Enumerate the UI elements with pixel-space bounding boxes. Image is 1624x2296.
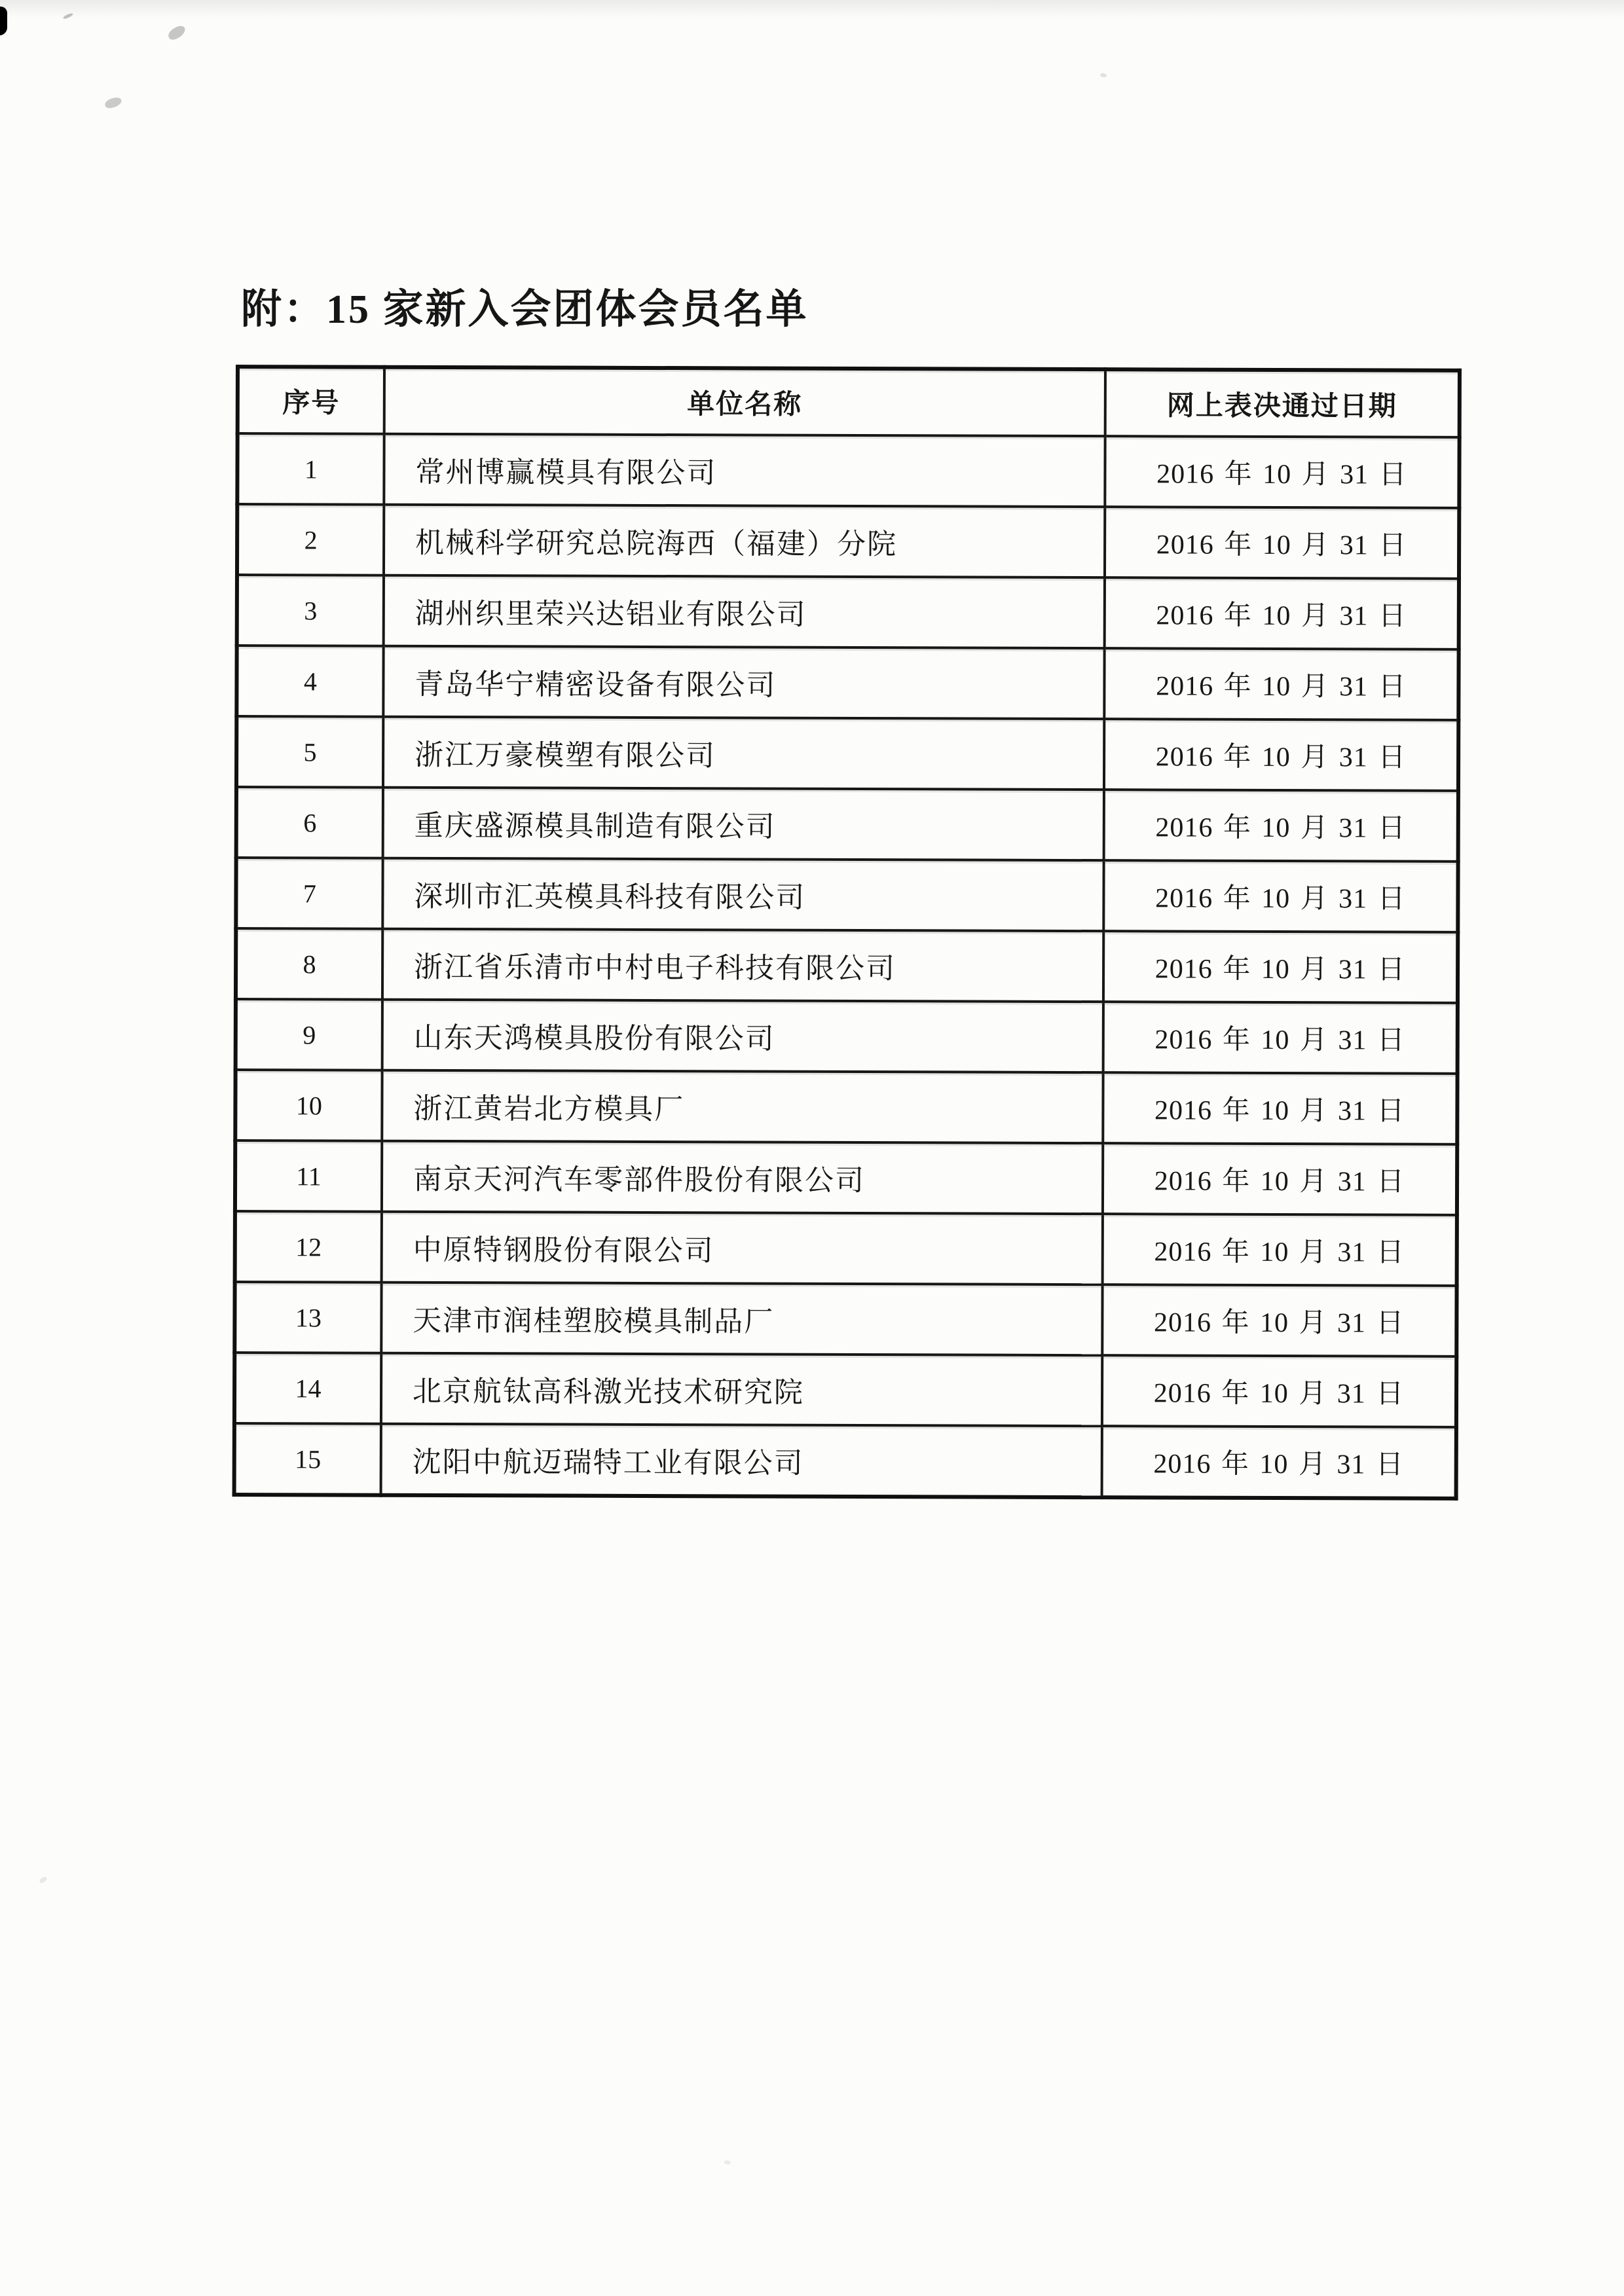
- row-vote-date: 2016 年 10 月 31 日: [1105, 436, 1459, 508]
- row-serial-no: 7: [236, 858, 382, 929]
- col-header-serial-no: 序号: [238, 367, 384, 434]
- scan-edge-band: [0, 0, 1624, 18]
- row-serial-no: 5: [236, 716, 383, 788]
- row-unit-name: 重庆盛源模具制造有限公司: [383, 788, 1104, 860]
- row-unit-name: 浙江万豪模塑有限公司: [383, 717, 1104, 790]
- row-unit-name: 浙江省乐清市中村电子科技有限公司: [382, 929, 1103, 1002]
- row-vote-date: 2016 年 10 月 31 日: [1103, 790, 1458, 862]
- table-row: [236, 928, 1458, 1003]
- row-vote-date: 2016 年 10 月 31 日: [1104, 719, 1458, 791]
- row-vote-date: 2016 年 10 月 31 日: [1105, 507, 1459, 579]
- scan-speck: [724, 2160, 731, 2165]
- table-row: [234, 1282, 1456, 1357]
- row-unit-name: 常州博赢模具有限公司: [384, 434, 1105, 507]
- row-vote-date: 2016 年 10 月 31 日: [1103, 1143, 1457, 1215]
- table-body: [234, 433, 1460, 1499]
- new-members-table: [232, 365, 1462, 1501]
- table-row: [235, 1070, 1457, 1144]
- row-serial-no: 11: [235, 1140, 382, 1212]
- table-header: [238, 367, 1460, 437]
- row-serial-no: 8: [236, 928, 382, 1000]
- table-row: [236, 716, 1458, 791]
- row-vote-date: 2016 年 10 月 31 日: [1103, 1002, 1457, 1074]
- table-row: [236, 787, 1458, 862]
- scan-artifact-edge-blob: [0, 7, 7, 35]
- row-serial-no: 6: [236, 787, 383, 858]
- row-vote-date: 2016 年 10 月 31 日: [1103, 860, 1458, 932]
- table-row: [235, 1140, 1457, 1215]
- row-unit-name: 中原特钢股份有限公司: [382, 1212, 1103, 1285]
- row-serial-no: 1: [237, 433, 384, 505]
- row-unit-name: 北京航钛高科激光技术研究院: [381, 1353, 1102, 1426]
- col-header-vote-date: 网上表决通过日期: [1105, 369, 1460, 437]
- row-vote-date: 2016 年 10 月 31 日: [1102, 1355, 1456, 1427]
- row-serial-no: 9: [236, 999, 382, 1070]
- row-vote-date: 2016 年 10 月 31 日: [1103, 931, 1458, 1003]
- row-unit-name: 青岛华宁精密设备有限公司: [383, 646, 1104, 719]
- row-vote-date: 2016 年 10 月 31 日: [1102, 1285, 1456, 1357]
- page-title: 附：15 家新入会团体会员名单: [241, 287, 809, 332]
- row-serial-no: 13: [234, 1282, 381, 1353]
- col-header-unit-name: 单位名称: [384, 367, 1105, 436]
- table-row: [234, 1353, 1456, 1427]
- row-unit-name: 湖州织里荣兴达铝业有限公司: [384, 575, 1105, 648]
- table-row: [237, 504, 1459, 579]
- row-serial-no: 15: [234, 1423, 381, 1495]
- scan-speck: [104, 96, 123, 109]
- scan-speck: [166, 24, 187, 41]
- table-row: [237, 433, 1459, 508]
- row-vote-date: 2016 年 10 月 31 日: [1102, 1214, 1456, 1286]
- table-row: [235, 1211, 1457, 1286]
- scan-speck: [1099, 73, 1107, 79]
- row-unit-name: 浙江黄岩北方模具厂: [382, 1070, 1103, 1143]
- row-unit-name: 天津市润桂塑胶模具制品厂: [381, 1283, 1102, 1355]
- row-unit-name: 沈阳中航迈瑞特工业有限公司: [380, 1424, 1101, 1497]
- table-row: [236, 999, 1458, 1074]
- table-header-row: [238, 367, 1460, 437]
- row-serial-no: 10: [235, 1070, 382, 1141]
- row-unit-name: 深圳市汇英模具科技有限公司: [382, 858, 1103, 931]
- table-row: [236, 646, 1458, 720]
- row-unit-name: 山东天鸿模具股份有限公司: [382, 1000, 1103, 1072]
- row-serial-no: 2: [237, 504, 384, 575]
- row-vote-date: 2016 年 10 月 31 日: [1105, 577, 1459, 649]
- row-serial-no: 3: [237, 575, 384, 646]
- row-vote-date: 2016 年 10 月 31 日: [1101, 1426, 1456, 1499]
- row-vote-date: 2016 年 10 月 31 日: [1104, 648, 1458, 720]
- row-vote-date: 2016 年 10 月 31 日: [1103, 1072, 1457, 1144]
- row-unit-name: 南京天河汽车零部件股份有限公司: [382, 1141, 1103, 1214]
- scan-speck: [39, 1876, 48, 1884]
- table-row: [237, 575, 1459, 649]
- row-serial-no: 12: [235, 1211, 382, 1283]
- table-row: [236, 858, 1458, 932]
- row-unit-name: 机械科学研究总院海西（福建）分院: [384, 505, 1105, 577]
- row-serial-no: 4: [236, 646, 383, 717]
- row-serial-no: 14: [234, 1353, 381, 1424]
- table-row: [234, 1423, 1456, 1499]
